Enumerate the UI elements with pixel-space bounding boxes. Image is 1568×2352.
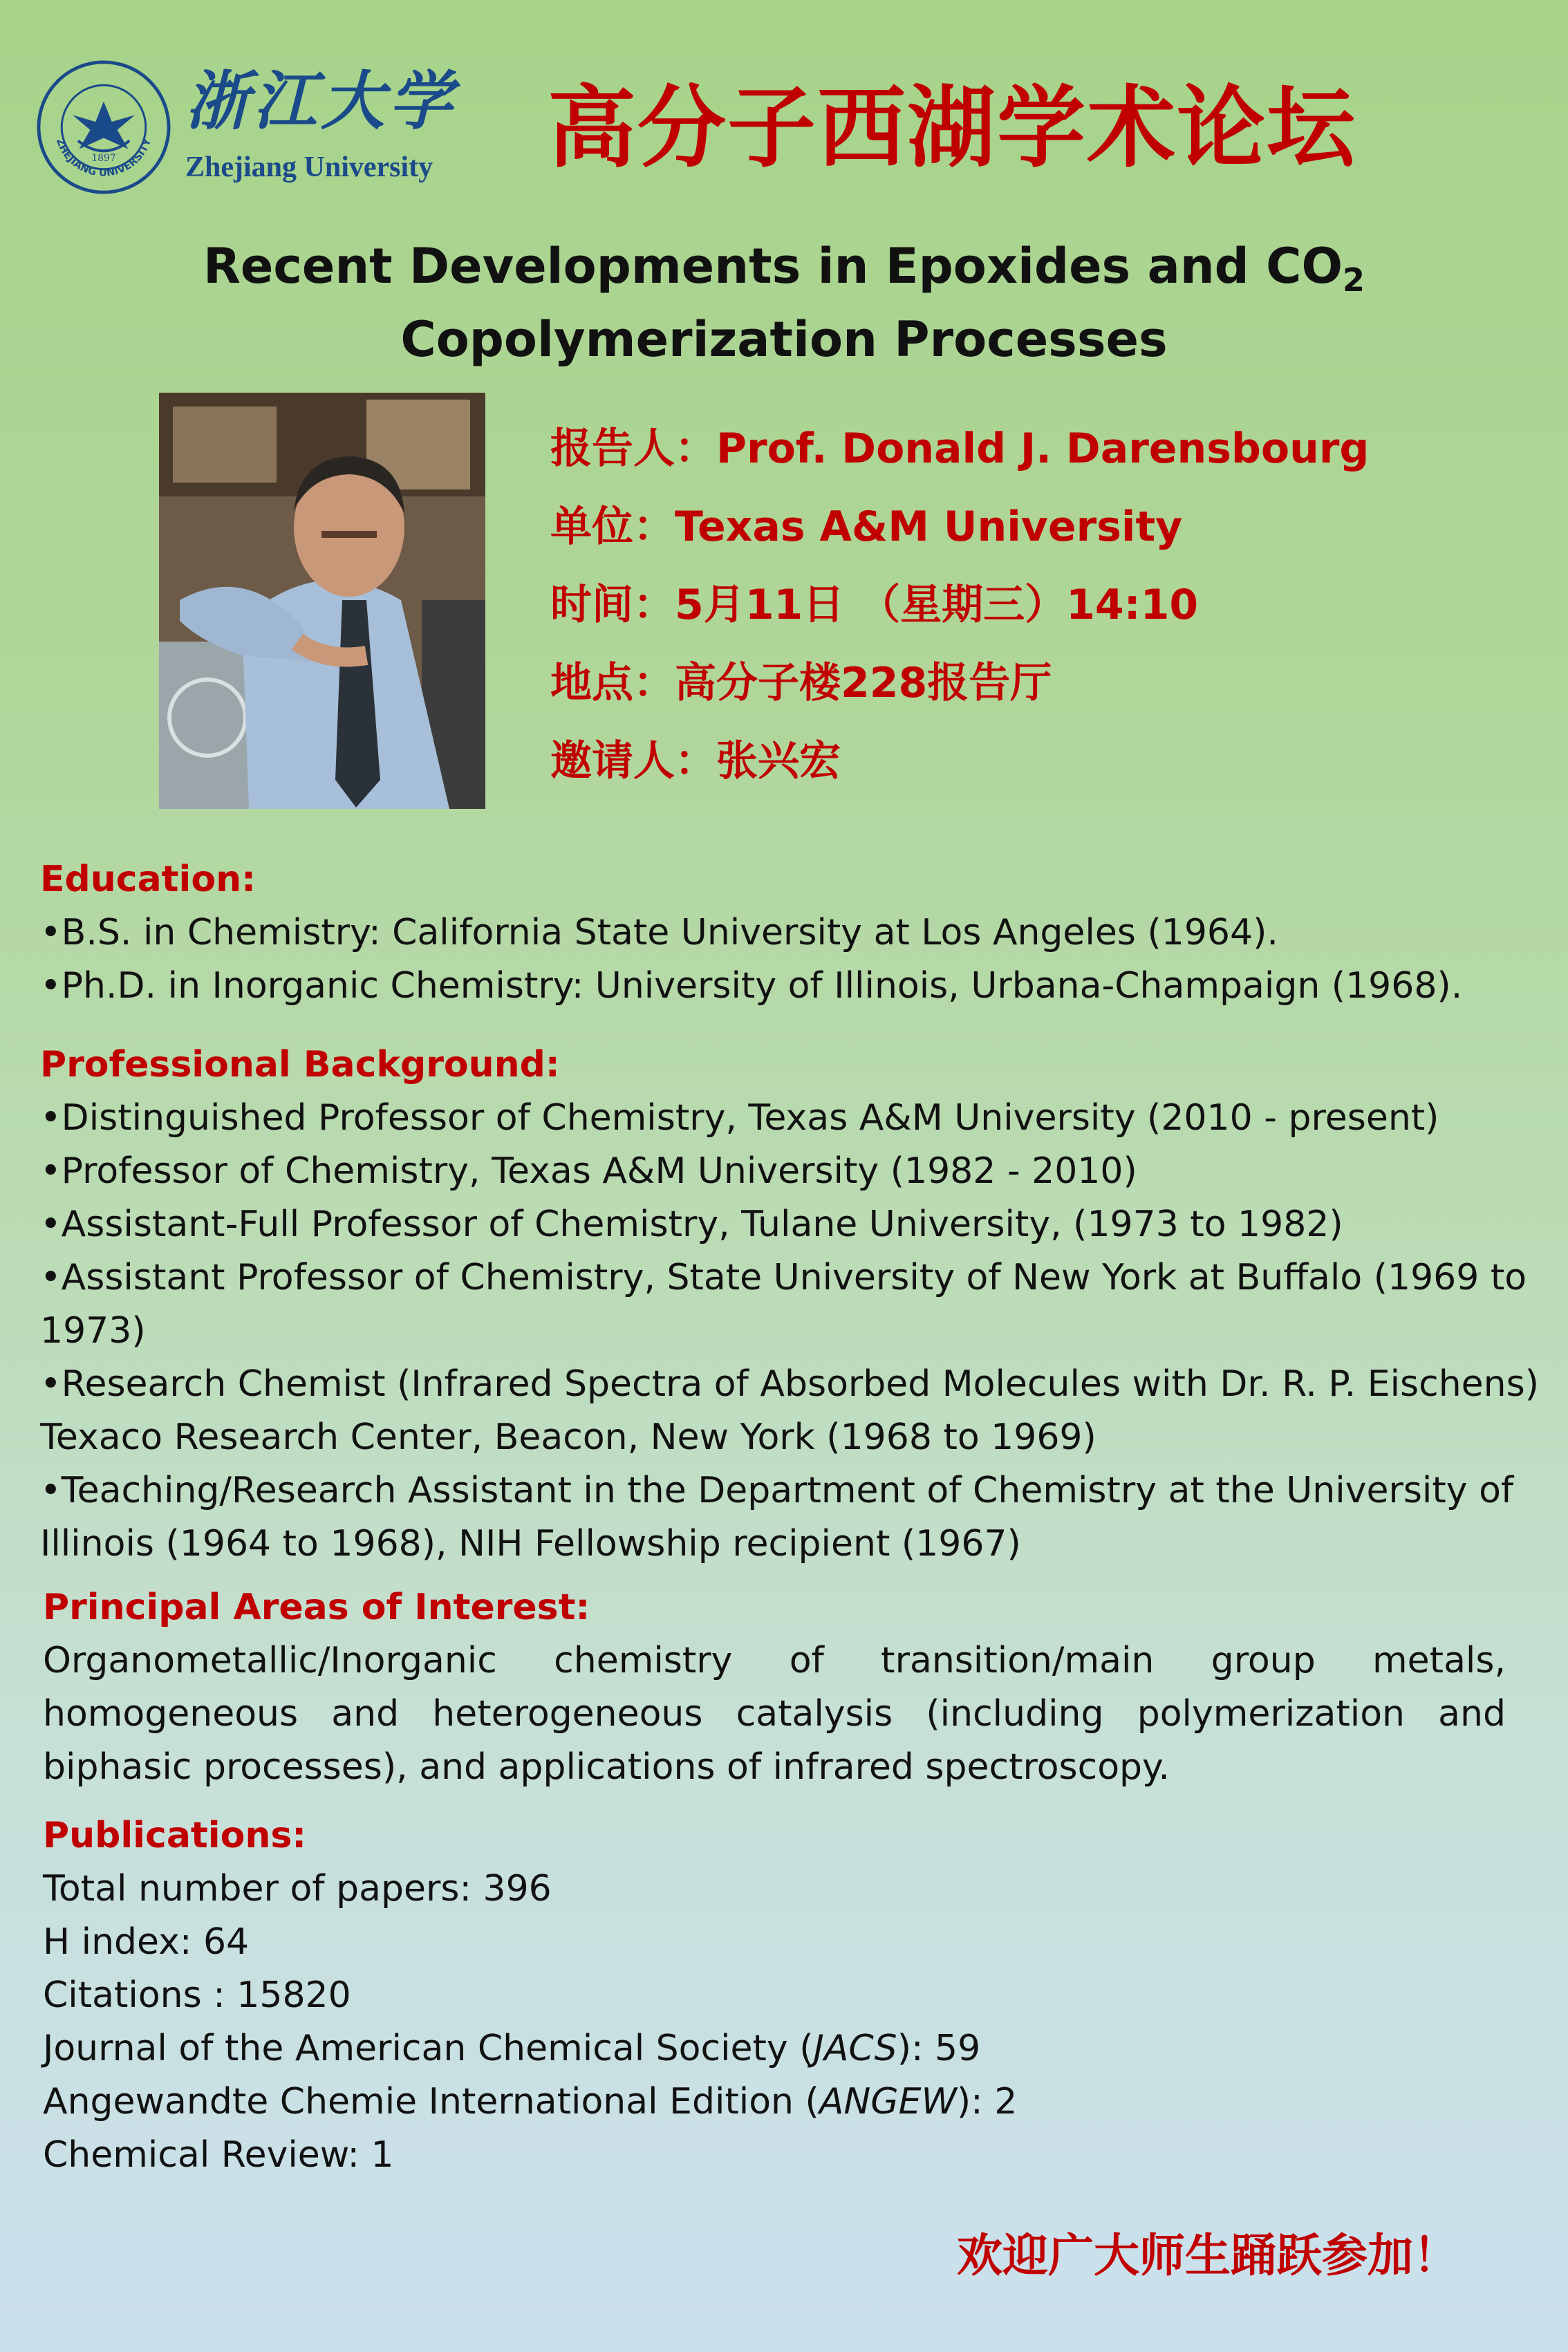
papers-count: Total number of papers: 396	[43, 1868, 552, 1910]
background-line: •Research Chemist (Infrared Spectra of Absorbed Molecules with Dr. R. P. Eischens)	[40, 1363, 1540, 1405]
publications-heading: Publications:	[43, 1815, 307, 1856]
talk-title-main: Recent Developments in Epoxides and CO	[203, 238, 1343, 295]
background-line: Texaco Research Center, Beacon, New York (1968 to 1969)	[40, 1417, 1096, 1458]
time-line: 时间：5月11日 （星期三）14:10	[550, 581, 1199, 629]
seal-text: ZHEJIANG UNIVERSITY	[53, 137, 154, 179]
jacs-prefix: Journal of the American Chemical Society (	[43, 2028, 814, 2069]
citations: Citations : 15820	[43, 1975, 351, 2016]
talk-info	[550, 418, 1369, 808]
background-line: Illinois (1964 to 1968), NIH Fellowship recipient (1967)	[40, 1523, 1021, 1565]
jacs-count	[43, 2022, 1017, 2075]
speaker-photo	[159, 393, 485, 809]
interests-section	[43, 1581, 1506, 1794]
background-line: •Assistant-Full Professor of Chemistry, Tulane University, (1973 to 1982)	[40, 1204, 1343, 1245]
background-line: •Teaching/Research Assistant in the Department of Chemistry at the University of	[40, 1470, 1514, 1511]
angew-abbr: ANGEW	[819, 2081, 957, 2122]
jacs-suffix: ): 59	[897, 2028, 981, 2069]
education-heading: Education:	[40, 859, 256, 900]
talk-title-line-1	[0, 230, 1568, 303]
background-line: 1973)	[40, 1310, 146, 1352]
angew-count	[43, 2075, 1017, 2129]
interests-heading: Principal Areas of Interest:	[43, 1587, 590, 1628]
university-name-chinese: 浙江大学	[185, 64, 457, 138]
h-index: H index: 64	[43, 1921, 250, 1963]
talk-title	[0, 230, 1568, 376]
zhejiang-university-seal	[36, 59, 171, 195]
talk-title-line-2: Copolymerization Processes	[400, 311, 1168, 368]
speaker-line: 报告人：Prof. Donald J. Darensbourg	[550, 424, 1370, 473]
inviter-line: 邀请人：张兴宏	[550, 737, 841, 785]
background-line: •Professor of Chemistry, Texas A&M University (1982 - 2010)	[40, 1150, 1137, 1192]
affiliation-line: 单位：Texas A&M University	[550, 503, 1183, 551]
forum-title: 高分子西湖学术论坛	[548, 77, 1357, 180]
publications-section	[43, 1809, 1017, 2182]
interests-text: Organometallic/Inorganic chemistry of transition/main group metals, homogeneous and heterogeneous catalysis (including polymerization and biphasic processes), and applications of infrared spectroscopy.	[43, 1640, 1506, 1788]
education-item: •B.S. in Chemistry: California State University at Los Angeles (1964).	[40, 912, 1278, 953]
university-name-english: Zhejiang University	[185, 151, 433, 183]
location-line: 地点：高分子楼228报告厅	[550, 659, 1052, 707]
background-heading: Professional Background:	[40, 1044, 560, 1085]
background-line: •Distinguished Professor of Chemistry, Texas A&M University (2010 - present)	[40, 1097, 1439, 1139]
seal-year: 1897	[91, 153, 116, 164]
co2-subscript: 2	[1343, 261, 1365, 299]
jacs-abbr: JACS	[813, 2028, 897, 2069]
education-item: •Ph.D. in Inorganic Chemistry: University of Illinois, Urbana-Champaign (1968).	[40, 965, 1463, 1007]
background-line: •Assistant Professor of Chemistry, State University of New York at Buffalo (1969 to	[40, 1257, 1527, 1298]
angew-suffix: ): 2	[956, 2081, 1018, 2122]
chem-review-count: Chemical Review: 1	[43, 2134, 394, 2176]
education-section	[40, 853, 1462, 1013]
angew-prefix: Angewandte Chemie International Edition (	[43, 2081, 819, 2122]
welcome-message: 欢迎广大师生踊跃参加！	[957, 2229, 1459, 2282]
background-section	[40, 1038, 1539, 1571]
